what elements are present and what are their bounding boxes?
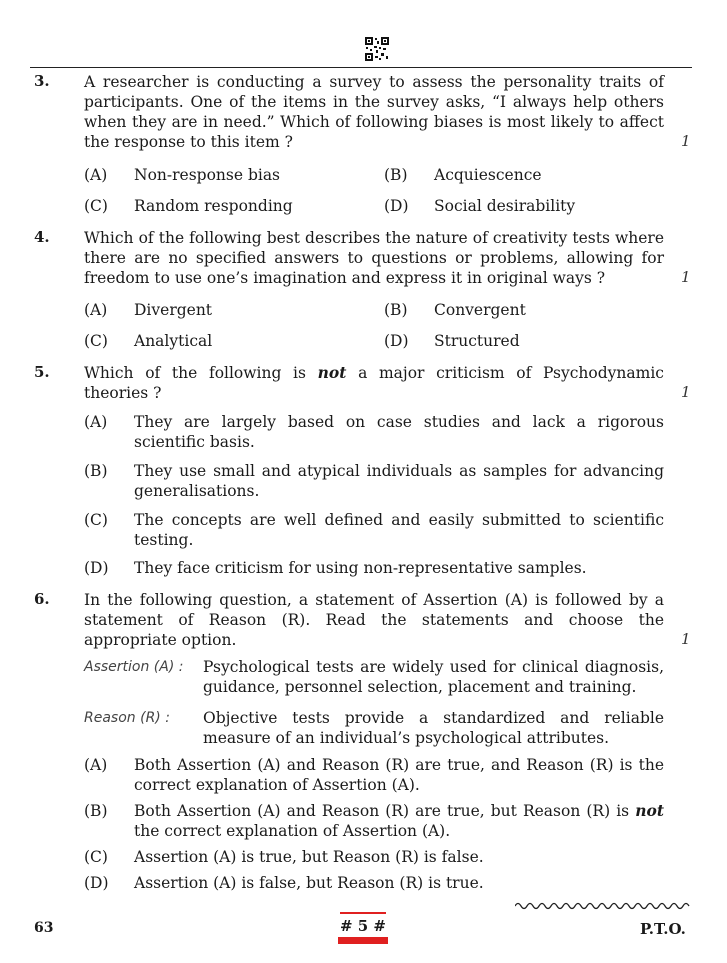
option-label: (D) bbox=[84, 559, 109, 577]
marks: 1 bbox=[681, 132, 691, 150]
assertion-text: Psychological tests are widely used for clinical diagnosis, guidance, personnel selection, placement and training. bbox=[203, 658, 664, 696]
option-label: (B) bbox=[84, 802, 108, 820]
option-text: Assertion (A) is true, but Reason (R) is false. bbox=[134, 848, 484, 866]
marks: 1 bbox=[681, 268, 691, 286]
option-label: (D) bbox=[384, 332, 409, 350]
option-text: Structured bbox=[434, 332, 520, 350]
option-label: (C) bbox=[84, 848, 108, 866]
question-text-post: a major criticism of Psychodynamic theories ? bbox=[84, 364, 664, 402]
option-label: (A) bbox=[84, 756, 108, 774]
option-label: (B) bbox=[384, 301, 408, 319]
option-text: Random responding bbox=[134, 197, 293, 215]
option-text: Acquiescence bbox=[434, 166, 542, 184]
option-label: (A) bbox=[84, 301, 108, 319]
option-text: Social desirability bbox=[434, 197, 576, 215]
option-text: The concepts are well defined and easily submitted to scientific testing. bbox=[134, 511, 664, 549]
option-label: (D) bbox=[84, 874, 109, 892]
assertion-label: Assertion (A) : bbox=[84, 659, 184, 675]
question-number: 4. bbox=[34, 228, 50, 246]
wavy-rule bbox=[515, 900, 690, 912]
question-text bbox=[84, 363, 664, 403]
page-number-bar-top bbox=[340, 912, 386, 914]
option-text: Convergent bbox=[434, 301, 526, 319]
qr-code-icon bbox=[364, 36, 390, 62]
option-text bbox=[134, 801, 664, 841]
question-text: Which of the following best describes the nature of creativity tests where there are no specified answers to questions or problems, allowing for freedom to use one’s imagination and express it in original ways ? bbox=[84, 229, 664, 287]
option-label: (C) bbox=[84, 197, 108, 215]
page-number bbox=[338, 912, 388, 944]
emphasis-not: not bbox=[317, 363, 347, 382]
option-label: (A) bbox=[84, 413, 108, 431]
page-number-bar-bottom bbox=[338, 937, 388, 944]
option-text: Non-response bias bbox=[134, 166, 281, 184]
reason-label: Reason (R) : bbox=[84, 710, 170, 726]
option-text: Both Assertion (A) and Reason (R) are true, and Reason (R) is the correct explanation of Assertion (A). bbox=[134, 756, 664, 794]
question-text: A researcher is conducting a survey to assess the personality traits of participants. One of the items in the survey asks, “I always help others when they are in need.” Which of following biases is most likely to affect the response to this item ? bbox=[84, 73, 664, 151]
option-label: (C) bbox=[84, 511, 108, 529]
question-text: In the following question, a statement of Assertion (A) is followed by a statement of Reason (R). Read the statements and choose the appropriate option. bbox=[84, 591, 664, 649]
option-text: Assertion (A) is false, but Reason (R) is true. bbox=[134, 874, 484, 892]
option-text: Divergent bbox=[134, 301, 213, 319]
option-label: (B) bbox=[84, 462, 108, 480]
option-label: (C) bbox=[84, 332, 108, 350]
reason-text: Objective tests provide a standardized and reliable measure of an individual’s psychological attributes. bbox=[203, 709, 664, 747]
option-label: (D) bbox=[384, 197, 409, 215]
emphasis-not: not bbox=[635, 801, 664, 820]
question-number: 5. bbox=[34, 363, 50, 381]
option-label: (A) bbox=[84, 166, 108, 184]
option-text: They face criticism for using non-representative samples. bbox=[134, 559, 587, 577]
option-text: They are largely based on case studies and lack a rigorous scientific basis. bbox=[134, 413, 664, 451]
marks: 1 bbox=[681, 383, 691, 401]
pto-label: P.T.O. bbox=[640, 920, 686, 938]
paper-code: 63 bbox=[34, 920, 54, 936]
page-number-text: # 5 # bbox=[339, 917, 387, 935]
question-number: 3. bbox=[34, 72, 50, 90]
question-number: 6. bbox=[34, 590, 50, 608]
marks: 1 bbox=[681, 630, 691, 648]
option-text: Analytical bbox=[134, 332, 213, 350]
question-text-pre: Which of the following is bbox=[84, 364, 306, 382]
option-text-pre: Both Assertion (A) and Reason (R) are true, but Reason (R) is bbox=[134, 802, 630, 820]
header-rule bbox=[30, 67, 692, 68]
option-label: (B) bbox=[384, 166, 408, 184]
option-text: They use small and atypical individuals as samples for advancing generalisations. bbox=[134, 462, 664, 500]
option-text-post: the correct explanation of Assertion (A). bbox=[134, 822, 451, 840]
